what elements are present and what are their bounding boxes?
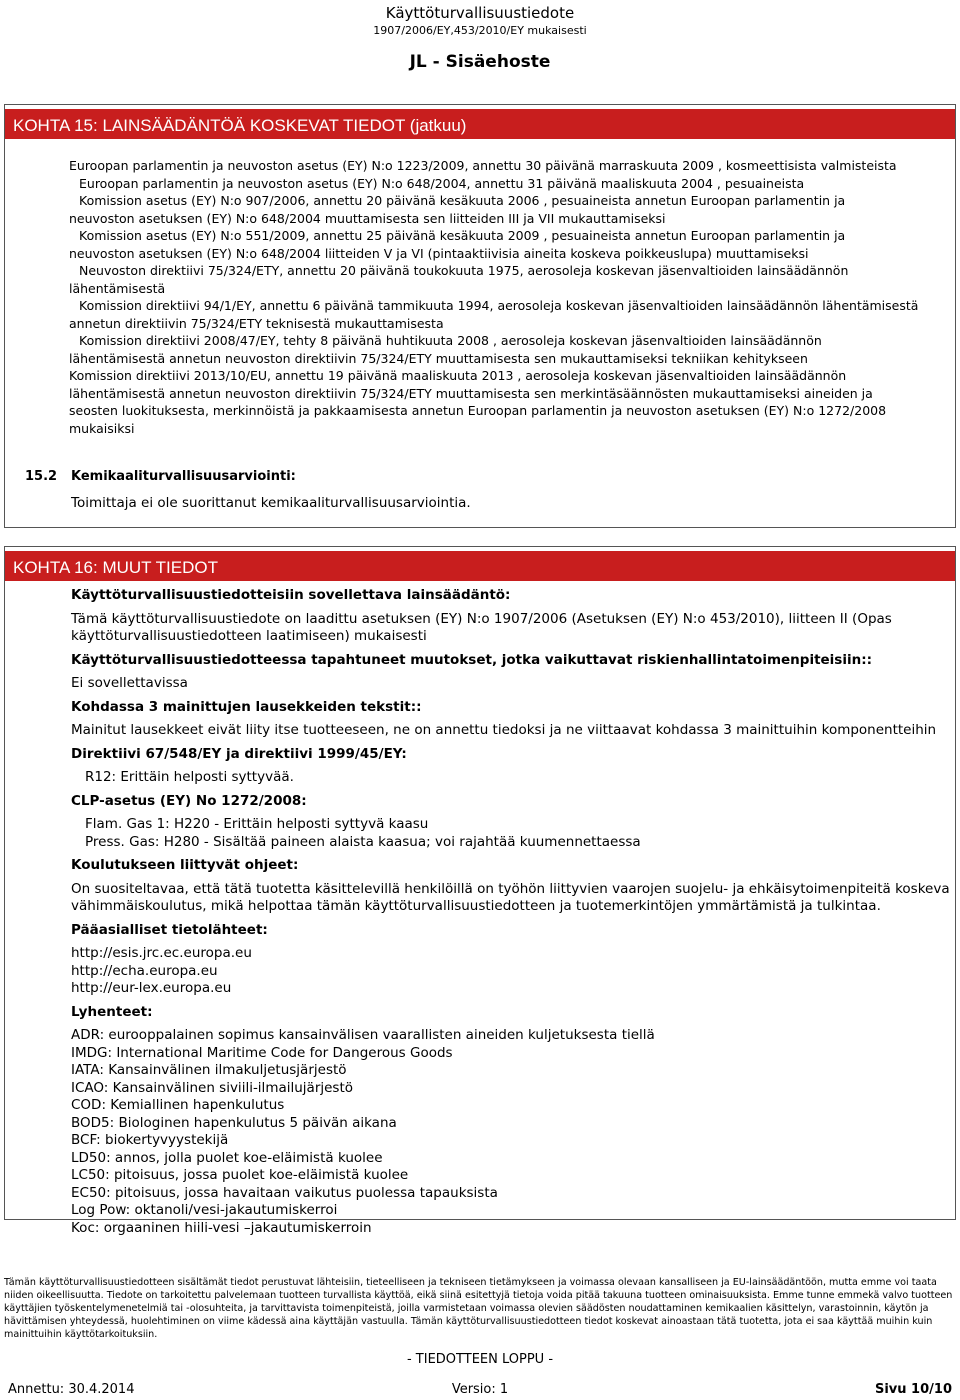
- legislation-title: Käyttöturvallisuustiedotteisiin sovellettava lainsäädäntö:: [71, 587, 511, 603]
- abbreviation-item: BOD5: Biologinen hapenkulutus 5 päivän aikana: [71, 1114, 397, 1131]
- product-name: JL - Sisäehoste: [409, 52, 551, 72]
- version-number: Versio: 1: [451, 1382, 509, 1397]
- training-title: Koulutukseen liittyvät ohjeet:: [71, 857, 299, 873]
- issue-date: Annettu: 30.4.2014: [8, 1382, 135, 1397]
- training-text: On suositeltavaa, että tätä tuotetta käsittelevillä henkilöillä on työhön liittyvien vaarojen suojelu- ja ehkäisytoimenpiteitä koskeva: [71, 880, 950, 897]
- abbreviation-item: Log Pow: oktanoli/vesi-jakautumiskerroi: [71, 1202, 338, 1218]
- changes-text: Ei sovellettavissa: [71, 675, 188, 691]
- abbreviation-item: IATA: Kansainvälinen ilmakuljetusjärjestö: [71, 1062, 347, 1078]
- section-16-heading: KOHTA 16: MUUT TIEDOT: [5, 551, 955, 581]
- source-link: http://eur-lex.europa.eu: [71, 980, 232, 996]
- legislation-line: Komission direktiivi 2008/47/EY, tehty 8 päivänä huhtikuuta 2008 , aerosoleja koskevan jäsenvaltioiden lainsäädännön: [79, 333, 822, 348]
- legislation-line: Komission asetus (EY) N:o 907/2006, annettu 20 päivänä kesäkuuta 2006 , pesuaineista annetun Euroopan parlamentin ja: [79, 193, 846, 208]
- section-15-box: [4, 104, 956, 528]
- legislation-line: Euroopan parlamentin ja neuvoston asetus (EY) N:o 648/2004, annettu 31 päivänä maaliskuuta 2004 , pesuaineista: [79, 175, 805, 191]
- source-link: http://echa.europa.eu: [71, 962, 218, 979]
- legislation-line: annetun direktiivin 75/324/ETY teknisestä mukauttamisesta: [69, 315, 444, 331]
- source-link: http://esis.jrc.ec.europa.eu: [71, 945, 252, 961]
- section-15-heading: KOHTA 15: LAINSÄÄDÄNTÖÄ KOSKEVAT TIEDOT (jatkuu): [5, 109, 955, 139]
- legislation-line: neuvoston asetuksen (EY) N:o 648/2004 muuttamisesta sen liitteiden III ja VII mukauttamiseksi: [69, 210, 666, 226]
- clp-line: Flam. Gas 1: H220 - Erittäin helposti syttyvä kaasu: [85, 816, 429, 832]
- legislation-text: käyttöturvallisuustiedotteen laatimiseen) mukaisesti: [71, 628, 427, 644]
- changes-title: Käyttöturvallisuustiedotteessa tapahtuneet muutokset, jotka vaikuttavat riskienhallintatoimenpiteisiin::: [71, 651, 873, 668]
- legislation-line: lähentämisestä annetun neuvoston direktiivin 75/324/ETY muuttamisesta sen mukauttamiseksi tekniikan kehitykseen: [69, 350, 808, 366]
- legislation-line: seosten luokituksesta, merkinnöistä ja pakkaamisesta annetun Euroopan parlamentin ja neuvoston asetuksen (EY) N:o 1272/2008: [69, 403, 887, 418]
- legislation-line: Komission direktiivi 94/1/EY, annettu 6 päivänä tammikuuta 1994, aerosoleja koskevan jäsenvaltioiden lainsäädännön lähentämisestä: [79, 298, 919, 313]
- sources-title: Pääasialliset tietolähteet:: [71, 921, 268, 938]
- section-16-box: [4, 546, 956, 1236]
- section-15-legislation-list: [69, 157, 945, 437]
- legislation-line: Komission asetus (EY) N:o 551/2009, annettu 25 päivänä kesäkuuta 2009 , pesuaineista annetun Euroopan parlamentin ja: [79, 228, 846, 243]
- abbreviation-item: ADR: eurooppalainen sopimus kansainvälisen vaarallisten aineiden kuljetuksesta tiellä: [71, 1027, 655, 1043]
- directive-text: R12: Erittäin helposti syttyvää.: [85, 769, 294, 785]
- legislation-line: Komission direktiivi 2013/10/EU, annettu 19 päivänä maaliskuuta 2013 , aerosoleja koskevan jäsenvaltioiden lainsäädännön: [69, 368, 847, 383]
- subsection-number: 15.2: [25, 469, 58, 484]
- subsection-title: Kemikaaliturvallisuusarviointi:: [71, 469, 296, 484]
- phrases-title: Kohdassa 3 mainittujen lausekkeiden tekstit::: [71, 698, 422, 715]
- clp-title: CLP-asetus (EY) No 1272/2008:: [71, 792, 307, 809]
- phrases-text: Mainitut lausekkeet eivät liity itse tuotteeseen, ne on annettu tiedoksi ja ne viittaavat kohdassa 3 mainittuihin komponentteihin: [71, 722, 937, 738]
- document-subtitle: 1907/2006/EY,453/2010/EY mukaisesti: [373, 24, 587, 37]
- document-title: Käyttöturvallisuustiedote: [385, 4, 575, 22]
- training-text: vähimmäiskoulutus, mikä helpottaa tämän käyttöturvallisuustiedotteen ja tuotemerkintöjen ymmärtämistä ja tulkintaa.: [71, 898, 881, 914]
- legislation-line: neuvoston asetuksen (EY) N:o 648/2004 liitteiden V ja VI (pintaaktiivisia aineita koskeva poikkeuslupa) muuttamiseksi: [69, 245, 809, 261]
- abbreviation-item: BCF: biokertyvyystekijä: [71, 1132, 229, 1148]
- legislation-line: Neuvoston direktiivi 75/324/ETY, annettu 20 päivänä toukokuuta 1975, aerosoleja koskevan jäsenvaltioiden lainsäädännön: [79, 263, 849, 278]
- directive-title: Direktiivi 67/548/EY ja direktiivi 1999/45/EY:: [71, 745, 407, 762]
- section-16-content: [71, 587, 950, 1237]
- abbreviation-item: EC50: pitoisuus, jossa havaitaan vaikutus puolessa tapauksista: [71, 1184, 498, 1201]
- subsection-text: Toimittaja ei ole suorittanut kemikaaliturvallisuusarviointia.: [71, 495, 471, 511]
- clp-line: Press. Gas: H280 - Sisältää paineen alaista kaasua; voi rajahtää kuumennettaessa: [85, 833, 641, 850]
- abbreviation-item: COD: Kemiallinen hapenkulutus: [71, 1097, 285, 1113]
- legislation-line: mukaisiksi: [69, 420, 135, 436]
- legislation-text: Tämä käyttöturvallisuustiedote on laadittu asetuksen (EY) N:o 1907/2006 (Asetuksen (EY) N:o 453/2010), liitteen II (Opas: [71, 610, 892, 627]
- document-end-marker: - TIEDOTTEEN LOPPU -: [406, 1352, 554, 1367]
- legislation-line: Euroopan parlamentin ja neuvoston asetus (EY) N:o 1223/2009, annettu 30 päivänä marraskuuta 2009 , kosmeettisista valmisteista: [69, 158, 897, 173]
- abbreviation-item: ICAO: Kansainvälinen siviili-ilmailujärjestö: [71, 1079, 354, 1096]
- disclaimer-text: Tämän käyttöturvallisuustiedotteen sisältämät tiedot perustuvat lähteisiin, tieteelliseen ja tekniseen tietämykseen ja voimassa olevaan kansalliseen ja EU-lainsäädäntöön, mutta emme voi taata niiden oikeellisuutta. Tiedote on tarkoitettu palvelemaan tuotteen turvallista käyttöä, eikä siinä esitettyjä tietoja voida pitää takuuna tuotteen ominaisuuksista. Emme tunne emmekä valvo tuotteen käyttäjien työskentelymenetelmiä tai -olosuhteita, ja tarvittavista toimenpiteistä, joilla varmistetaan voimassa olevien säädösten noudattaminen kemikaalien käsittelyn, varastoinnin, käytön ja hävittämisen yhteydessä, huolehtiminen on viime kädessä aina käyttäjän vastuulla. Tämän käyttöturvallisuustiedotteen tiedot koskevat ainoastaan tätä tuotetta, jota ei saa käyttää muihin kuin mainittuihin käyttötarkoituksiin.: [4, 1277, 953, 1340]
- abbreviation-item: LD50: annos, jolla puolet koe-eläimistä kuolee: [71, 1149, 383, 1166]
- abbreviations-title: Lyhenteet:: [71, 1003, 153, 1020]
- legislation-line: lähentämisestä: [69, 280, 166, 296]
- abbreviation-item: IMDG: International Maritime Code for Dangerous Goods: [71, 1044, 453, 1061]
- legislation-line: lähentämisestä annetun neuvoston direktiivin 75/324/ETY muuttamisesta sen merkintäsäännösten mukauttamiseksi aineiden ja: [69, 385, 873, 401]
- page-number: Sivu 10/10: [874, 1382, 952, 1397]
- abbreviation-item: LC50: pitoisuus, jossa puolet koe-eläimistä kuolee: [71, 1167, 409, 1183]
- abbreviation-item: Koc: orgaaninen hiili-vesi –jakautumiskerroin: [71, 1219, 372, 1236]
